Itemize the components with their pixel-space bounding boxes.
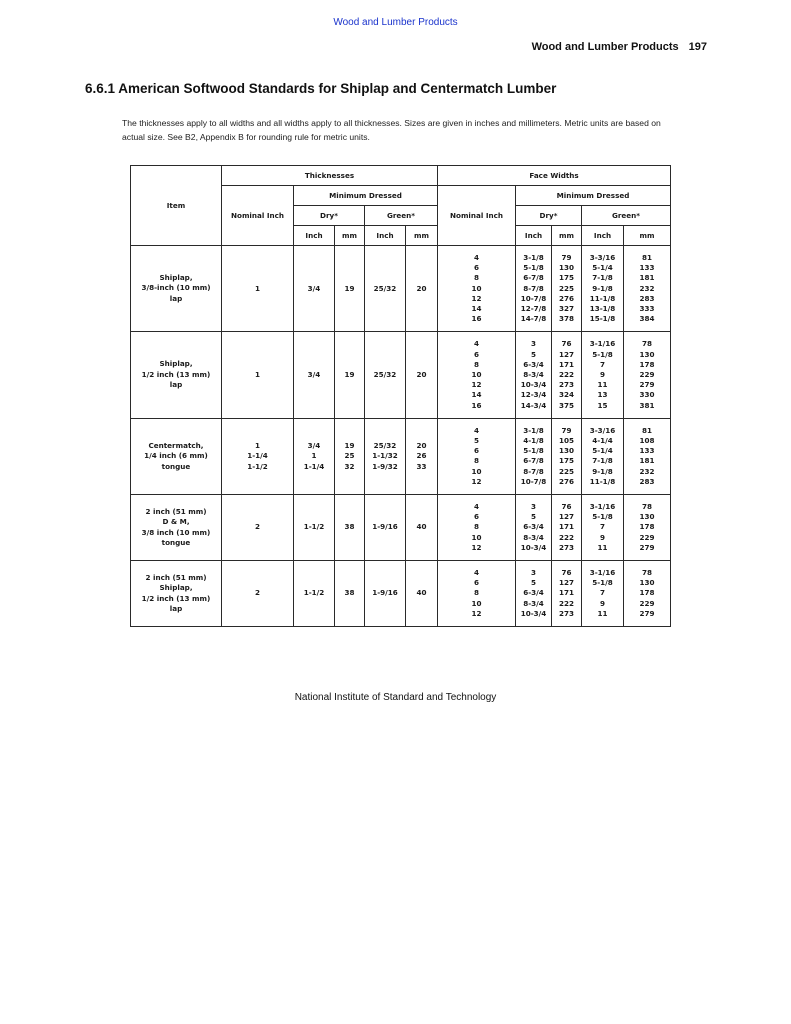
cell-line: 14-3/4 bbox=[520, 400, 547, 410]
cell-line: 10 bbox=[471, 598, 482, 608]
cell-line: 8-3/4 bbox=[523, 370, 544, 380]
cell-line: 130 bbox=[558, 263, 574, 273]
cell-line: 16 bbox=[471, 400, 482, 410]
softwood-standards-table bbox=[130, 165, 671, 627]
cell-line: 3-1/8 bbox=[523, 253, 544, 262]
cell-line: 8-3/4 bbox=[523, 532, 544, 542]
item-cell bbox=[131, 332, 222, 418]
cell-line: 2 bbox=[254, 588, 260, 598]
fw-dry-mm-cell bbox=[552, 332, 582, 418]
cell-line: 1-1/32 bbox=[372, 451, 398, 461]
cell-line: tongue bbox=[161, 538, 191, 548]
cell-line: 181 bbox=[639, 456, 655, 466]
cell-line: 1/2 inch (13 mm) bbox=[141, 369, 211, 379]
cell-line: 3/4 bbox=[307, 441, 321, 451]
section-title: 6.6.1 American Softwood Standards for Shiplap and Centermatch Lumber bbox=[85, 81, 557, 96]
green-mm-cell bbox=[406, 495, 438, 561]
cell-line: 1-1/2 bbox=[303, 588, 325, 598]
cell-line: 12 bbox=[471, 380, 482, 390]
header-item: Item bbox=[131, 166, 222, 246]
fw-dry-mm-cell bbox=[552, 246, 582, 332]
cell-line: 225 bbox=[558, 283, 574, 293]
header-nominal-inch: Nominal Inch bbox=[222, 186, 294, 246]
cell-line: 5-1/8 bbox=[592, 512, 613, 522]
cell-line: 3 bbox=[530, 568, 536, 578]
nominal-inch-cell bbox=[222, 495, 294, 561]
cell-line: 324 bbox=[558, 390, 574, 400]
cell-line: 38 bbox=[344, 588, 355, 598]
header-dry-fw: Dry* bbox=[516, 206, 582, 226]
cell-line: 10 bbox=[471, 370, 482, 380]
cell-line: 9-1/8 bbox=[592, 283, 613, 293]
table-row bbox=[131, 418, 671, 494]
dry-mm-cell bbox=[335, 561, 365, 627]
cell-line: 5-1/4 bbox=[592, 263, 613, 273]
cell-line: 25/32 bbox=[373, 370, 397, 380]
cell-line: 5-1/4 bbox=[592, 446, 613, 456]
header-mm-dry-fw: mm bbox=[552, 226, 582, 246]
cell-line: 178 bbox=[639, 359, 655, 369]
cell-line: 1 bbox=[254, 370, 260, 380]
cell-line: 79 bbox=[561, 253, 572, 262]
green-inch-cell bbox=[365, 246, 406, 332]
dry-inch-cell bbox=[294, 495, 335, 561]
nominal-inch-cell bbox=[222, 561, 294, 627]
cell-line: 5 bbox=[473, 436, 479, 446]
header-inch-dry: Inch bbox=[294, 226, 335, 246]
cell-line: 7 bbox=[599, 359, 605, 369]
cell-line: 222 bbox=[558, 598, 574, 608]
cell-line: 130 bbox=[639, 578, 655, 588]
fw-dry-mm-cell bbox=[552, 495, 582, 561]
cell-line: 12 bbox=[471, 542, 482, 552]
cell-line: 12-3/4 bbox=[520, 390, 547, 400]
cell-line: 76 bbox=[561, 568, 572, 578]
dry-mm-cell bbox=[335, 495, 365, 561]
cell-line: 19 bbox=[344, 283, 355, 293]
cell-line: 5-1/8 bbox=[592, 578, 613, 588]
fw-green-inch-cell bbox=[582, 495, 624, 561]
cell-line: 5-1/8 bbox=[523, 263, 544, 273]
cell-line: 6 bbox=[473, 446, 479, 456]
fw-green-mm-cell bbox=[624, 246, 671, 332]
cell-line: 11-1/8 bbox=[589, 293, 616, 303]
cell-line: 26 bbox=[416, 451, 427, 461]
cell-line: 4-1/8 bbox=[523, 436, 544, 446]
header-inch-green-fw: Inch bbox=[582, 226, 624, 246]
item-cell bbox=[131, 418, 222, 494]
green-inch-cell bbox=[365, 332, 406, 418]
cell-line: 2 inch (51 mm) bbox=[145, 572, 207, 582]
cell-line: 130 bbox=[639, 349, 655, 359]
cell-line: 38 bbox=[344, 522, 355, 532]
cell-line: lap bbox=[169, 293, 183, 303]
fw-nominal-cell bbox=[438, 332, 516, 418]
cell-line: 1-9/32 bbox=[372, 461, 398, 471]
cell-line: 9-1/8 bbox=[592, 466, 613, 476]
green-mm-cell bbox=[406, 246, 438, 332]
cell-line: 7-1/8 bbox=[592, 273, 613, 283]
item-cell bbox=[131, 495, 222, 561]
cell-line: 13 bbox=[597, 390, 608, 400]
cell-line: 4 bbox=[473, 425, 479, 435]
top-link[interactable]: Wood and Lumber Products bbox=[333, 17, 458, 28]
fw-nominal-cell bbox=[438, 495, 516, 561]
cell-line: 6-7/8 bbox=[523, 456, 544, 466]
cell-line: 5-1/8 bbox=[523, 446, 544, 456]
dry-mm-cell bbox=[335, 246, 365, 332]
cell-line: 6-3/4 bbox=[523, 522, 544, 532]
cell-line: 3 bbox=[530, 339, 536, 349]
cell-line: 225 bbox=[558, 466, 574, 476]
cell-line: 178 bbox=[639, 522, 655, 532]
cell-line: 229 bbox=[639, 598, 655, 608]
cell-line: D & M, bbox=[162, 517, 190, 527]
fw-green-inch-cell bbox=[582, 418, 624, 494]
header-minimum-dressed-fw: Minimum Dressed bbox=[516, 186, 671, 206]
cell-line: 1 bbox=[311, 451, 317, 461]
fw-dry-inch-cell bbox=[516, 246, 552, 332]
cell-line: 171 bbox=[558, 359, 574, 369]
cell-line: 1 bbox=[254, 283, 260, 293]
cell-line: 130 bbox=[558, 446, 574, 456]
cell-line: 11 bbox=[597, 380, 608, 390]
cell-line: 8-7/8 bbox=[523, 283, 544, 293]
cell-line: 133 bbox=[639, 446, 655, 456]
cell-line: 3-1/16 bbox=[589, 339, 616, 349]
table-row bbox=[131, 495, 671, 561]
cell-line: 10-3/4 bbox=[520, 380, 547, 390]
cell-line: 279 bbox=[639, 542, 655, 552]
cell-line: 330 bbox=[639, 390, 655, 400]
cell-line: 5 bbox=[530, 512, 536, 522]
cell-line: 175 bbox=[558, 273, 574, 283]
cell-line: 1-1/2 bbox=[303, 522, 325, 532]
cell-line: 12 bbox=[471, 476, 482, 486]
cell-line: 14-7/8 bbox=[520, 314, 547, 324]
cell-line: 229 bbox=[639, 532, 655, 542]
cell-line: 3-3/16 bbox=[589, 425, 616, 435]
cell-line: 2 inch (51 mm) bbox=[145, 506, 207, 516]
cell-line: 130 bbox=[639, 512, 655, 522]
fw-dry-inch-cell bbox=[516, 495, 552, 561]
cell-line: 127 bbox=[558, 578, 574, 588]
cell-line: 276 bbox=[558, 476, 574, 486]
cell-line: 76 bbox=[561, 339, 572, 349]
cell-line: 232 bbox=[639, 283, 655, 293]
cell-line: 78 bbox=[642, 502, 653, 512]
header-nominal-inch-fw: Nominal Inch bbox=[438, 186, 516, 246]
cell-line: 7 bbox=[599, 588, 605, 598]
header-mm-dry: mm bbox=[335, 226, 365, 246]
dry-inch-cell bbox=[294, 561, 335, 627]
cell-line: 1-9/16 bbox=[372, 588, 398, 598]
cell-line: 78 bbox=[642, 568, 653, 578]
header-inch-dry-fw: Inch bbox=[516, 226, 552, 246]
fw-green-inch-cell bbox=[582, 332, 624, 418]
cell-line: 276 bbox=[558, 293, 574, 303]
dry-inch-cell bbox=[294, 246, 335, 332]
cell-line: 10 bbox=[471, 532, 482, 542]
green-mm-cell bbox=[406, 332, 438, 418]
cell-line: 4 bbox=[473, 568, 479, 578]
cell-line: Centermatch, bbox=[148, 440, 204, 450]
cell-line: 105 bbox=[558, 436, 574, 446]
cell-line: 10 bbox=[471, 466, 482, 476]
fw-green-mm-cell bbox=[624, 332, 671, 418]
cell-line: 222 bbox=[558, 532, 574, 542]
cell-line: 81 bbox=[642, 253, 653, 262]
cell-line: 40 bbox=[416, 588, 427, 598]
table-row bbox=[131, 332, 671, 418]
cell-line: 11 bbox=[597, 542, 608, 552]
cell-line: 178 bbox=[639, 588, 655, 598]
cell-line: 8 bbox=[473, 588, 479, 598]
cell-line: 3/4 bbox=[307, 283, 321, 293]
fw-nominal-cell bbox=[438, 561, 516, 627]
nominal-inch-cell bbox=[222, 332, 294, 418]
cell-line: 1 bbox=[254, 441, 260, 451]
dry-mm-cell bbox=[335, 332, 365, 418]
cell-line: 279 bbox=[639, 608, 655, 618]
running-head-title: Wood and Lumber Products bbox=[531, 41, 679, 53]
cell-line: 15 bbox=[597, 400, 608, 410]
green-mm-cell bbox=[406, 561, 438, 627]
cell-line: 3 bbox=[530, 502, 536, 512]
cell-line: 76 bbox=[561, 502, 572, 512]
header-thicknesses: Thicknesses bbox=[222, 166, 438, 186]
header-minimum-dressed: Minimum Dressed bbox=[294, 186, 438, 206]
cell-line: 10-7/8 bbox=[520, 293, 547, 303]
footer: National Institute of Standard and Technology bbox=[294, 692, 497, 703]
cell-line: 20 bbox=[416, 370, 427, 380]
cell-line: 5-1/8 bbox=[592, 349, 613, 359]
cell-line: 3-1/16 bbox=[589, 568, 616, 578]
cell-line: 333 bbox=[639, 304, 655, 314]
cell-line: 3-1/8 bbox=[523, 425, 544, 435]
cell-line: 12 bbox=[471, 608, 482, 618]
cell-line: 13-1/8 bbox=[589, 304, 616, 314]
cell-line: 25 bbox=[344, 451, 355, 461]
cell-line: 9 bbox=[599, 532, 605, 542]
cell-line: 81 bbox=[642, 425, 653, 435]
cell-line: 171 bbox=[558, 522, 574, 532]
cell-line: 4-1/4 bbox=[592, 436, 613, 446]
cell-line: 327 bbox=[558, 304, 574, 314]
cell-line: 33 bbox=[416, 461, 427, 471]
cell-line: 127 bbox=[558, 349, 574, 359]
fw-green-mm-cell bbox=[624, 418, 671, 494]
page-number: 197 bbox=[688, 41, 707, 53]
cell-line: 5 bbox=[530, 578, 536, 588]
cell-line: 6 bbox=[473, 263, 479, 273]
fw-nominal-cell bbox=[438, 418, 516, 494]
fw-green-mm-cell bbox=[624, 561, 671, 627]
cell-line: 78 bbox=[642, 339, 653, 349]
cell-line: tongue bbox=[161, 461, 191, 471]
cell-line: 1/4 inch (6 mm) bbox=[144, 451, 208, 461]
cell-line: 16 bbox=[471, 314, 482, 324]
cell-line: 279 bbox=[639, 380, 655, 390]
header-mm-green-fw: mm bbox=[624, 226, 671, 246]
cell-line: 14 bbox=[471, 304, 482, 314]
table-row bbox=[131, 246, 671, 332]
cell-line: 7 bbox=[599, 522, 605, 532]
cell-line: 20 bbox=[416, 441, 427, 451]
fw-dry-mm-cell bbox=[552, 561, 582, 627]
cell-line: 9 bbox=[599, 370, 605, 380]
cell-line: 4 bbox=[473, 502, 479, 512]
cell-line: 378 bbox=[558, 314, 574, 324]
cell-line: Shiplap, bbox=[159, 359, 193, 369]
cell-line: 8 bbox=[473, 456, 479, 466]
cell-line: 273 bbox=[558, 608, 574, 618]
cell-line: 229 bbox=[639, 370, 655, 380]
cell-line: Shiplap, bbox=[159, 272, 193, 282]
item-cell bbox=[131, 561, 222, 627]
cell-line: 283 bbox=[639, 293, 655, 303]
cell-line: 232 bbox=[639, 466, 655, 476]
fw-dry-inch-cell bbox=[516, 418, 552, 494]
cell-line: 6 bbox=[473, 512, 479, 522]
cell-line: 175 bbox=[558, 456, 574, 466]
green-inch-cell bbox=[365, 561, 406, 627]
cell-line: 384 bbox=[639, 314, 655, 324]
cell-line: 273 bbox=[558, 380, 574, 390]
header-inch-green: Inch bbox=[365, 226, 406, 246]
cell-line: 25/32 bbox=[373, 441, 397, 451]
cell-line: 10-3/4 bbox=[520, 608, 547, 618]
cell-line: 40 bbox=[416, 522, 427, 532]
cell-line: 6-3/4 bbox=[523, 588, 544, 598]
cell-line: 108 bbox=[639, 436, 655, 446]
table-body bbox=[131, 246, 671, 627]
cell-line: 6-3/4 bbox=[523, 359, 544, 369]
cell-line: 3-3/16 bbox=[589, 253, 616, 262]
cell-line: 11-1/8 bbox=[589, 476, 616, 486]
cell-line: 3/8 inch (10 mm) bbox=[141, 527, 211, 537]
cell-line: 3-1/16 bbox=[589, 502, 616, 512]
running-head bbox=[532, 41, 707, 53]
cell-line: 8 bbox=[473, 359, 479, 369]
cell-line: 6-7/8 bbox=[523, 273, 544, 283]
cell-line: 5 bbox=[530, 349, 536, 359]
cell-line: 12 bbox=[471, 293, 482, 303]
dry-inch-cell bbox=[294, 332, 335, 418]
cell-line: 127 bbox=[558, 512, 574, 522]
cell-line: Shiplap, bbox=[159, 583, 193, 593]
cell-line: 9 bbox=[599, 598, 605, 608]
fw-green-mm-cell bbox=[624, 495, 671, 561]
header-dry: Dry* bbox=[294, 206, 365, 226]
intro-paragraph: The thicknesses apply to all widths and all widths apply to all thicknesses. Sizes are given in inches and millimeters. Metric units are based on actual size. See B2, Appendix B for rounding rule for metric units. bbox=[122, 118, 661, 142]
cell-line: 10-3/4 bbox=[520, 542, 547, 552]
cell-line: 1-1/2 bbox=[247, 461, 268, 471]
nominal-inch-cell bbox=[222, 246, 294, 332]
cell-line: 222 bbox=[558, 370, 574, 380]
cell-line: 25/32 bbox=[373, 283, 397, 293]
cell-line: 273 bbox=[558, 542, 574, 552]
fw-nominal-cell bbox=[438, 246, 516, 332]
header-green-fw: Green* bbox=[582, 206, 671, 226]
cell-line: 8 bbox=[473, 522, 479, 532]
dry-mm-cell bbox=[335, 418, 365, 494]
cell-line: 14 bbox=[471, 390, 482, 400]
cell-line: 1-1/4 bbox=[303, 461, 325, 471]
fw-dry-inch-cell bbox=[516, 561, 552, 627]
fw-green-inch-cell bbox=[582, 561, 624, 627]
cell-line: 32 bbox=[344, 461, 355, 471]
cell-line: 19 bbox=[344, 370, 355, 380]
item-cell bbox=[131, 246, 222, 332]
cell-line: 283 bbox=[639, 476, 655, 486]
cell-line: 181 bbox=[639, 273, 655, 283]
cell-line: 8-3/4 bbox=[523, 598, 544, 608]
fw-green-inch-cell bbox=[582, 246, 624, 332]
cell-line: 1-9/16 bbox=[372, 522, 398, 532]
cell-line: 10 bbox=[471, 283, 482, 293]
cell-line: 79 bbox=[561, 425, 572, 435]
cell-line: 11 bbox=[597, 608, 608, 618]
cell-line: 381 bbox=[639, 400, 655, 410]
cell-line: 8-7/8 bbox=[523, 466, 544, 476]
header-green: Green* bbox=[365, 206, 438, 226]
cell-line: 20 bbox=[416, 283, 427, 293]
green-inch-cell bbox=[365, 495, 406, 561]
cell-line: lap bbox=[169, 604, 183, 614]
fw-dry-inch-cell bbox=[516, 332, 552, 418]
header-mm-green: mm bbox=[406, 226, 438, 246]
cell-line: 2 bbox=[254, 522, 260, 532]
cell-line: 10-7/8 bbox=[520, 476, 547, 486]
cell-line: 7-1/8 bbox=[592, 456, 613, 466]
table-row bbox=[131, 561, 671, 627]
cell-line: 12-7/8 bbox=[520, 304, 547, 314]
dry-inch-cell bbox=[294, 418, 335, 494]
cell-line: 6 bbox=[473, 349, 479, 359]
cell-line: 133 bbox=[639, 263, 655, 273]
cell-line: 375 bbox=[558, 400, 574, 410]
cell-line: 1/2 inch (13 mm) bbox=[141, 593, 211, 603]
cell-line: lap bbox=[169, 380, 183, 390]
cell-line: 19 bbox=[344, 441, 355, 451]
cell-line: 4 bbox=[473, 253, 479, 262]
cell-line: 171 bbox=[558, 588, 574, 598]
header-face-widths: Face Widths bbox=[438, 166, 671, 186]
cell-line: 15-1/8 bbox=[589, 314, 616, 324]
fw-dry-mm-cell bbox=[552, 418, 582, 494]
cell-line: 3/8-inch (10 mm) bbox=[141, 283, 211, 293]
nominal-inch-cell bbox=[222, 418, 294, 494]
cell-line: 6 bbox=[473, 578, 479, 588]
green-mm-cell bbox=[406, 418, 438, 494]
green-inch-cell bbox=[365, 418, 406, 494]
cell-line: 1-1/4 bbox=[247, 451, 268, 461]
cell-line: 8 bbox=[473, 273, 479, 283]
cell-line: 4 bbox=[473, 339, 479, 349]
cell-line: 3/4 bbox=[307, 370, 321, 380]
